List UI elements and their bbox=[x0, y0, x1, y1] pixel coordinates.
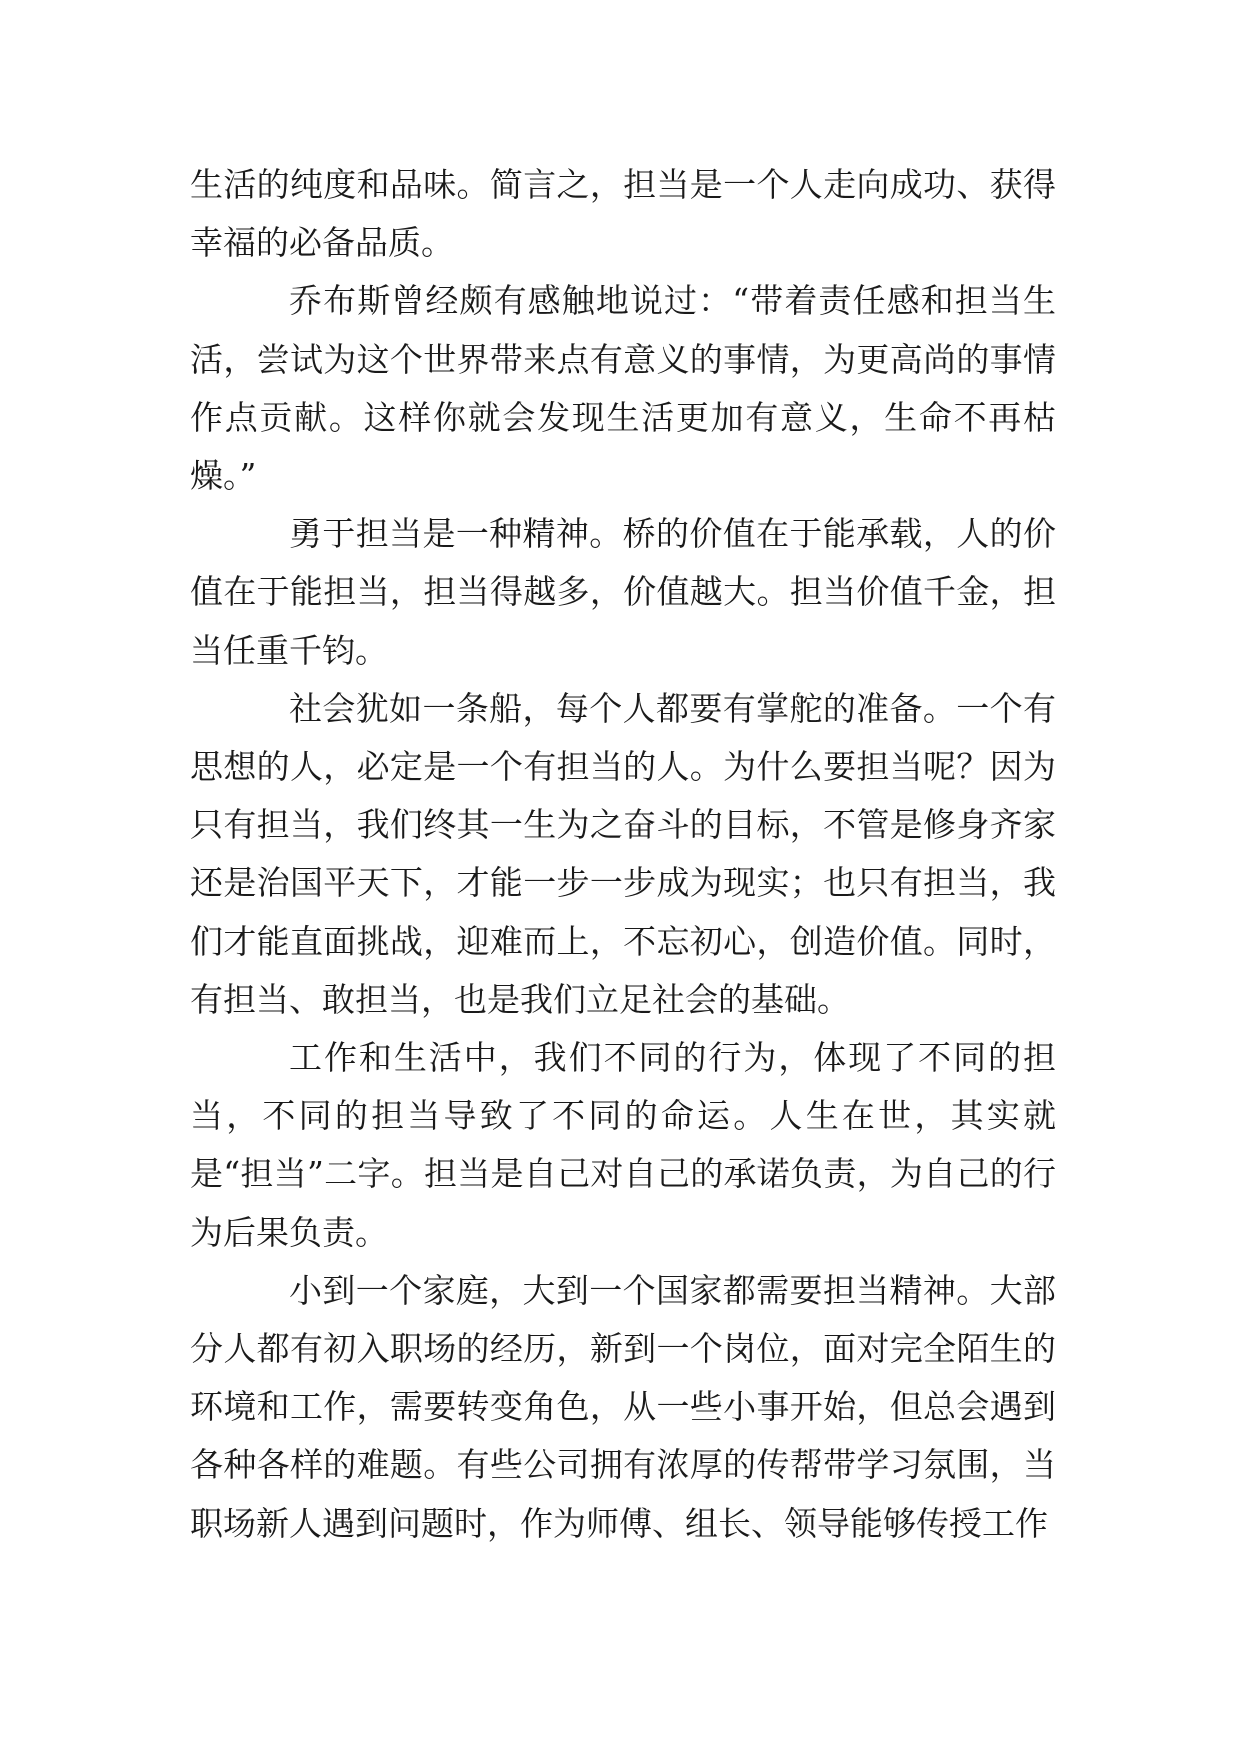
paragraph-jobs-quote: 乔布斯曾经颇有感触地说过：“带着责任感和担当生活，尝试为这个世界带来点有意义的事情，为更高尚的事情作点贡献。这样你就会发现生活更加有意义，生命不再枯燥。” bbox=[190, 281, 1056, 496]
paragraph-continuation: 生活的纯度和品味。简言之，担当是一个人走向成功、获得幸福的必备品质。 bbox=[190, 165, 1056, 263]
paragraph-courage: 勇于担当是一种精神。桥的价值在于能承载，人的价值在于能担当，担当得越多，价值越大。担当价值千金，担当任重千钧。 bbox=[190, 514, 1056, 670]
paragraph-family-nation: 小到一个家庭，大到一个国家都需要担当精神。大部分人都有初入职场的经历，新到一个岗位，面对完全陌生的环境和工作，需要转变角色，从一些小事开始，但总会遇到各种各样的难题。有些公司拥有浓厚的传帮带学习氛围，当职场新人遇到问题时，作为师傅、组长、领导能够传授工作 bbox=[190, 1270, 1056, 1543]
document-body bbox=[190, 156, 1056, 1553]
paragraph-society-ship: 社会犹如一条船，每个人都要有掌舵的准备。一个有思想的人，必定是一个有担当的人。为什么要担当呢？因为只有担当，我们终其一生为之奋斗的目标，不管是修身齐家还是治国平天下，才能一步一步成为现实；也只有担当，我们才能直面挑战，迎难而上，不忘初心，创造价值。同时，有担当、敢担当，也是我们立足社会的基础。 bbox=[190, 688, 1056, 1019]
paragraph-work-life: 工作和生活中，我们不同的行为，体现了不同的担当，不同的担当导致了不同的命运。人生在世，其实就是“担当”二字。担当是自己对自己的承诺负责，为自己的行为后果负责。 bbox=[190, 1038, 1056, 1252]
